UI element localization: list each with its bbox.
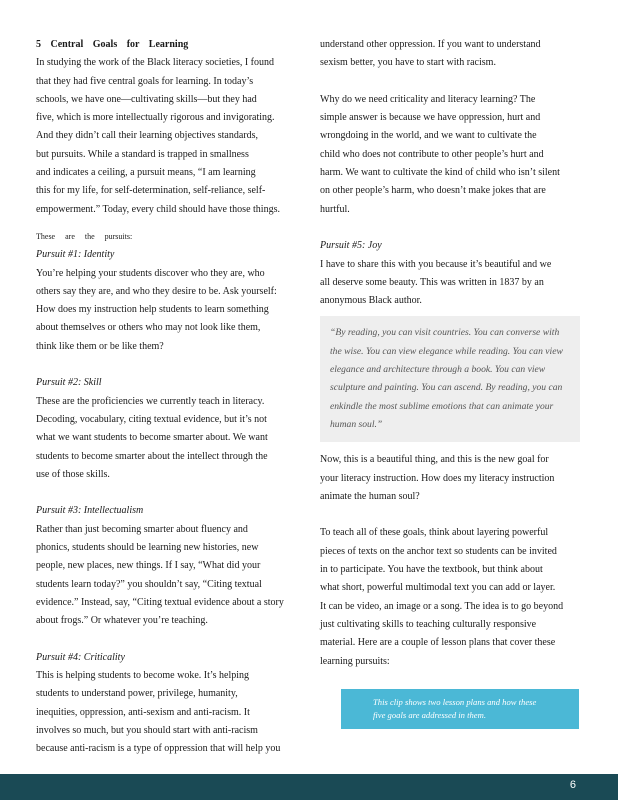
text-line: about themselves or others who may not look like them,: [36, 322, 261, 334]
text-line: understand other oppression. If you want to understand: [320, 39, 541, 50]
text-line: involves so much, but you should start with anti-racism: [36, 724, 258, 736]
text-line: what we want students to become smarter about. We want: [36, 432, 268, 444]
text-line: about frogs.” Or whatever you’re teaching.: [36, 615, 208, 627]
text-line: evidence.” Instead, say, “Citing textual evidence about a story: [36, 596, 284, 608]
text-line: material. Here are a couple of lesson plans that cover these: [320, 637, 556, 649]
pursuit-4: [36, 649, 300, 759]
text-line: sexism better, you have to start with racism.: [320, 57, 496, 69]
text-line: Rather than just becoming smarter about fluency and: [36, 523, 248, 535]
pursuit-heading: Pursuit #3: Intellectualism: [36, 505, 144, 517]
text-line: anonymous Black author.: [320, 295, 422, 307]
pursuit-5: [320, 237, 580, 310]
quote-line: sculpture and painting. You can ascend. By reading, you can: [330, 382, 563, 394]
pursuit-heading: Pursuit #4: Criticality: [36, 651, 125, 663]
section-title: 5 Central Goals for Learning: [36, 39, 189, 50]
text-line: How does my instruction help students to learn something: [36, 304, 269, 316]
text-line: I have to share this with you because it’s beautiful and we: [320, 258, 552, 270]
quote-line: “By reading, you can visit countries. You can converse with: [330, 327, 560, 339]
text-line: others say they are, and who they desire to be. Ask yourself:: [36, 285, 277, 297]
pursuit-heading: Pursuit #2: Skill: [36, 377, 102, 389]
now-paragraph: [320, 451, 580, 506]
video-callout[interactable]: [341, 689, 579, 729]
left-column: [36, 36, 300, 759]
pursuits-label: These are the pursuits:: [36, 231, 133, 241]
text-line: simple answer is because we have oppression, hurt and: [320, 112, 541, 124]
pursuit-3: [36, 502, 300, 630]
text-line: To teach all of these goals, think about layering powerful: [320, 527, 549, 539]
text-line: pieces of texts on the anchor text so students can be invited: [320, 545, 557, 557]
text-line: use of those skills.: [36, 468, 110, 480]
quote-line: the wise. You can view elegance while reading. You can view: [330, 345, 563, 357]
text-line: It can be video, an image or a song. The idea is to go beyond: [320, 600, 564, 612]
text-line: because anti-racism is a type of oppression that will help you: [36, 743, 281, 755]
text-line: this for my life, for self-determination, self-reliance, self-: [36, 185, 266, 197]
page-number: 6: [569, 779, 576, 791]
text-line: Now, this is a beautiful thing, and this is the new goal for: [320, 454, 549, 466]
why-paragraph: [320, 91, 580, 219]
text-line: in to participate. You have the textbook, but think about: [320, 564, 543, 576]
quote-line: elegance and architecture through a book. You can view: [330, 364, 546, 376]
text-line: Why do we need criticality and literacy learning? The: [320, 93, 536, 105]
text-line: students to become smarter about the intellect through the: [36, 450, 268, 462]
text-line: This is helping students to become woke. It’s helping: [36, 670, 250, 682]
quote-line: enkindle the most sublime emotions that can animate your: [330, 400, 554, 412]
text-line: wrongdoing in the world, and we want to cultivate the: [320, 130, 537, 142]
text-line: phonics, students should be learning new histories, new: [36, 542, 259, 554]
continued-paragraph: [320, 36, 580, 73]
text-line: inequities, oppression, anti-sexism and anti-racism. It: [36, 706, 250, 718]
text-line: all deserve some beauty. This was written in 1837 by an: [320, 276, 544, 288]
text-line: people, new places, new things. If I say, “What did your: [36, 560, 261, 572]
text-line: students learn today?” you shouldn’t say, “Citing textual: [36, 578, 262, 590]
teach-paragraph: [320, 524, 580, 670]
text-line: harm. We want to cultivate the kind of child who isn’t silent: [320, 167, 560, 179]
text-line: students to understand power, privilege, humanity,: [36, 688, 238, 700]
text-line: what short, powerful multimodal text you can add or layer.: [320, 582, 556, 594]
text-line: These are the proficiencies we currently teach in literacy.: [36, 395, 265, 407]
text-line: that they had five central goals for learning. In today’s: [36, 75, 254, 87]
text-line: In studying the work of the Black literacy societies, I found: [36, 57, 274, 69]
text-line: five, which is more intellectually rigorous and invigorating.: [36, 112, 275, 124]
text-line: just cultivating skills to teaching culturally responsive: [320, 618, 537, 630]
right-column: [320, 36, 580, 671]
text-line: You’re helping your students discover who they are, who: [36, 267, 265, 279]
pursuit-heading: Pursuit #1: Identity: [36, 249, 115, 261]
pursuit-1: [36, 246, 300, 356]
text-line: And they didn’t call their learning objectives standards,: [36, 130, 258, 142]
text-line: but pursuits. While a standard is trapped in smallness: [36, 148, 249, 160]
quote-line: human soul.”: [330, 418, 383, 430]
intro-paragraph: [36, 54, 300, 219]
text-line: schools, we have one—cultivating skills—but they had: [36, 93, 257, 105]
callout-line: This clip shows two lesson plans and how these: [373, 697, 537, 707]
text-line: on other people’s harm, who doesn’t make jokes that are: [320, 185, 546, 197]
pursuit-2: [36, 374, 300, 484]
text-line: animate the human soul?: [320, 490, 420, 502]
footer-bar: [0, 774, 618, 800]
text-line: think like them or be like them?: [36, 340, 164, 352]
text-line: hurtful.: [320, 203, 350, 215]
text-line: Decoding, vocabulary, citing textual evidence, but it’s not: [36, 413, 267, 425]
text-line: and indicates a ceiling, a pursuit means, “I am learning: [36, 167, 256, 179]
text-line: learning pursuits:: [320, 655, 390, 667]
text-line: child who does not contribute to other people’s hurt and: [320, 148, 544, 160]
pursuit-heading: Pursuit #5: Joy: [320, 240, 382, 252]
text-line: your literacy instruction. How does my literacy instruction: [320, 472, 555, 484]
quote-box: [320, 316, 580, 442]
callout-line: five goals are addressed in them.: [373, 710, 486, 720]
text-line: empowerment.” Today, every child should have those things.: [36, 203, 280, 215]
